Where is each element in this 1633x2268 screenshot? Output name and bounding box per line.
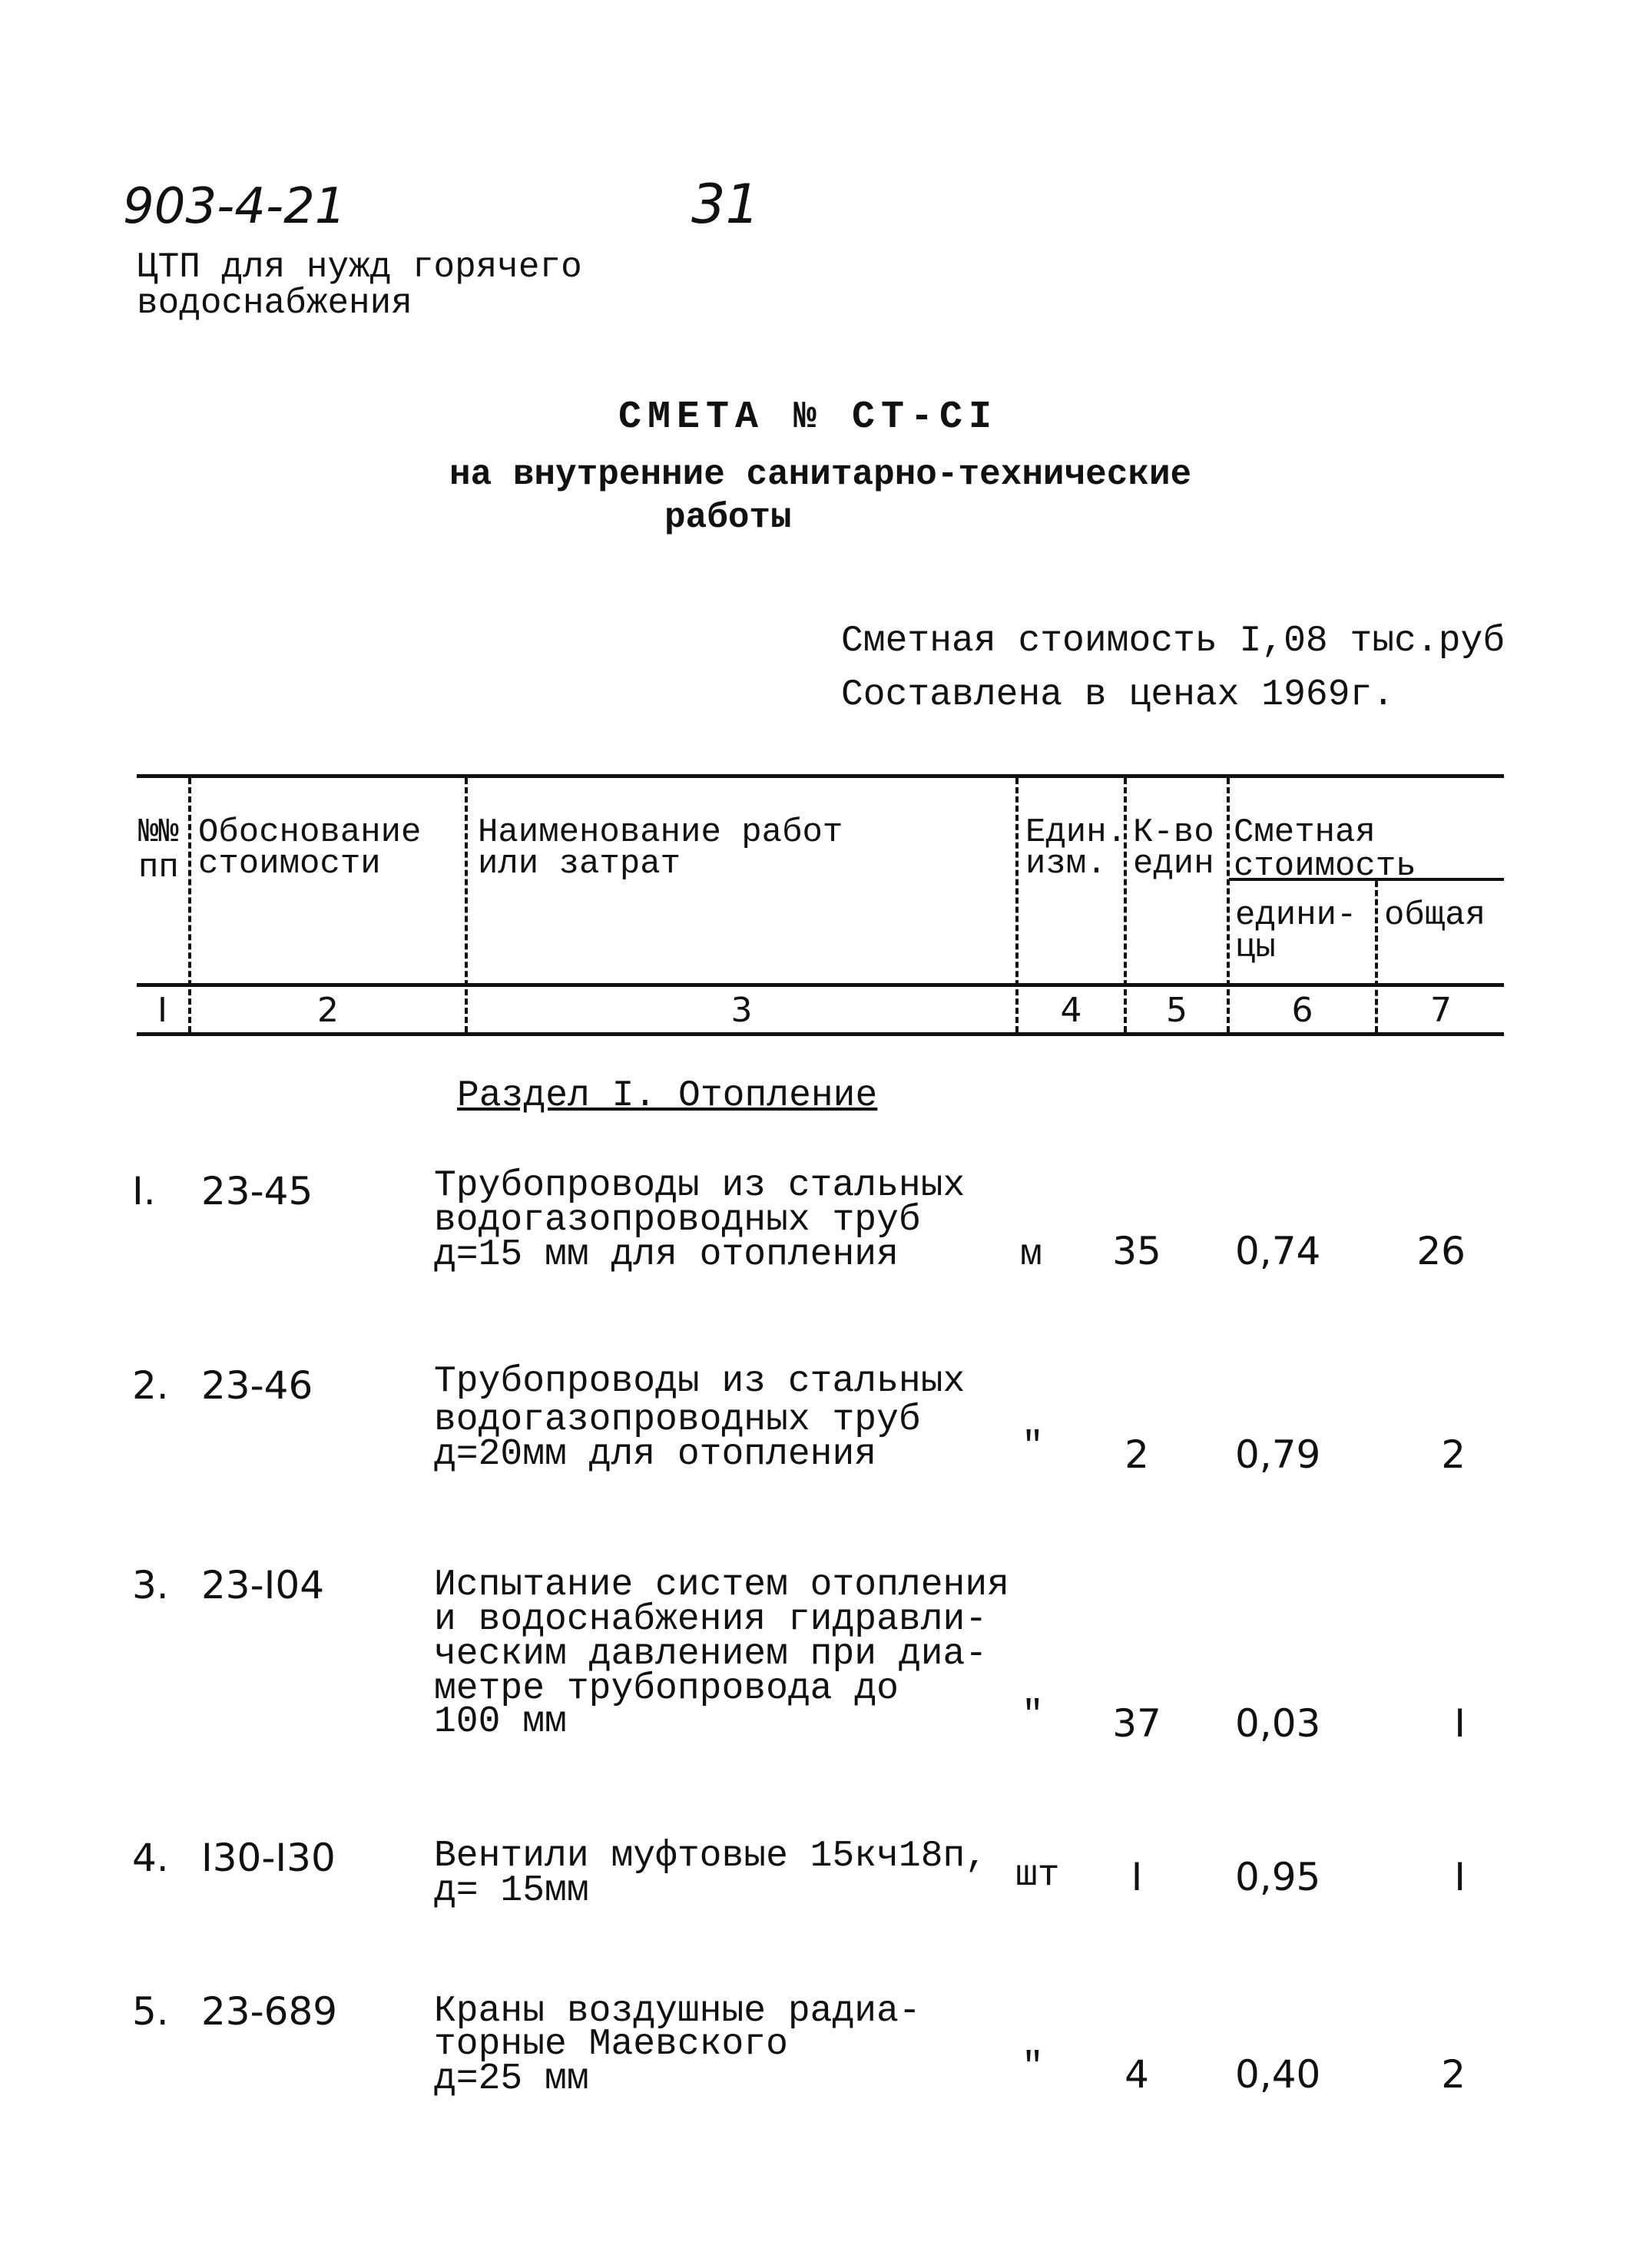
colnum-7: 7 [1430,991,1452,1030]
header-unit-2: изм. [1025,845,1107,883]
header-cost-unit-1: едини- [1235,896,1357,935]
row-unit: шт [1015,1855,1060,1896]
header-cost-total: общая [1384,896,1486,935]
row-unit: " [1022,1426,1044,1468]
colnum-1: I [157,991,167,1030]
row-basis: 23-I04 [201,1563,325,1607]
row-name-line: ческим давлением при диа- [434,1634,988,1675]
row-price: 0,40 [1235,2052,1321,2097]
colnum-4: 4 [1060,991,1082,1030]
row-price: 0,79 [1235,1432,1321,1477]
row-name-line: 100 мм [434,1701,567,1743]
table-top-border [137,774,1504,778]
colnum-3: 3 [730,991,753,1030]
header-num-1: №№ [138,813,179,852]
header-bottom-border [137,983,1504,987]
row-basis: 23-45 [201,1169,313,1213]
row-num: 5. [132,1989,169,2034]
subject-line-1: ЦТП для нужд горячего [137,247,582,287]
header-basis-2: стоимости [198,845,381,883]
header-name-2: или затрат [478,845,681,883]
colnum-6: 6 [1291,991,1313,1030]
row-num: 2. [132,1363,169,1408]
row-name-line: водогазопроводных труб [434,1399,921,1441]
row-name-line: д=20мм для отопления [434,1434,877,1475]
row-basis: 23-689 [201,1989,338,2034]
row-name-line: Испытание систем отопления [434,1564,1009,1606]
row-basis: I30-I30 [201,1836,336,1880]
row-qty: I [1131,1855,1143,1899]
row-qty: 35 [1112,1229,1161,1273]
row-price: 0,95 [1235,1855,1321,1899]
row-unit: " [1022,1695,1044,1737]
row-name-line: Краны воздушные радиа- [434,1991,921,2032]
header-num-2: пп [138,849,179,887]
header-basis-1: Обоснование [198,813,422,852]
row-name-line: торные Маевского [434,2024,788,2065]
header-name-1: Наименование работ [478,813,843,852]
row-total: 26 [1416,1229,1466,1273]
header-unit-1: Един. [1025,813,1128,852]
row-name-line: метре трубопровода до [434,1668,899,1710]
document-title: СМЕТА № СТ-СI [618,396,999,439]
row-name-line: водогазопроводных труб [434,1200,921,1241]
row-name-line: и водоснабжения гидравли- [434,1599,988,1641]
row-num: 4. [132,1836,169,1880]
row-name-line: Трубопроводы из стальных [434,1361,966,1402]
row-qty: 4 [1125,2052,1149,2097]
estimated-cost: Сметная стоимость I,08 тыс.руб [841,621,1505,662]
document-code: 903-4-21 [123,178,346,235]
document-subtitle-1: на внутренние санитарно-технические [449,455,1192,495]
document-subtitle-2: работы [664,498,792,538]
header-cost-unit-2: цы [1235,929,1276,967]
row-qty: 37 [1112,1701,1161,1746]
row-total: I [1454,1855,1466,1899]
prices-basis: Составлена в ценах 1969г. [841,674,1395,716]
row-price: 0,03 [1235,1701,1321,1746]
row-total: 2 [1441,1432,1466,1477]
row-price: 0,74 [1235,1229,1321,1273]
row-name-line: д=15 мм для отопления [434,1234,899,1276]
colnum-bottom-border [137,1032,1504,1036]
section-heading: Раздел I. Отопление [457,1075,878,1117]
row-num: 3. [132,1563,169,1607]
colnum-2: 2 [317,991,339,1030]
row-name-line: д=25 мм [434,2058,589,2100]
row-total: 2 [1441,2052,1466,2097]
row-num: I. [132,1169,156,1213]
page-number: 31 [691,173,760,236]
header-cost: Сметная стоимость [1234,813,1416,886]
row-unit: м [1020,1234,1042,1276]
subject-line-2: водоснабжения [137,283,412,323]
colnum-5: 5 [1166,991,1187,1030]
row-total: I [1454,1701,1466,1746]
row-name-line: д= 15мм [434,1870,589,1912]
row-name-line: Вентили муфтовые 15кч18п, [434,1836,988,1877]
row-qty: 2 [1125,1432,1149,1477]
header-qty-2: един [1133,845,1214,883]
header-qty-1: К-во [1133,813,1214,852]
row-unit: " [1022,2047,1044,2088]
row-basis: 23-46 [201,1363,313,1408]
row-name-line: Трубопроводы из стальных [434,1165,966,1207]
